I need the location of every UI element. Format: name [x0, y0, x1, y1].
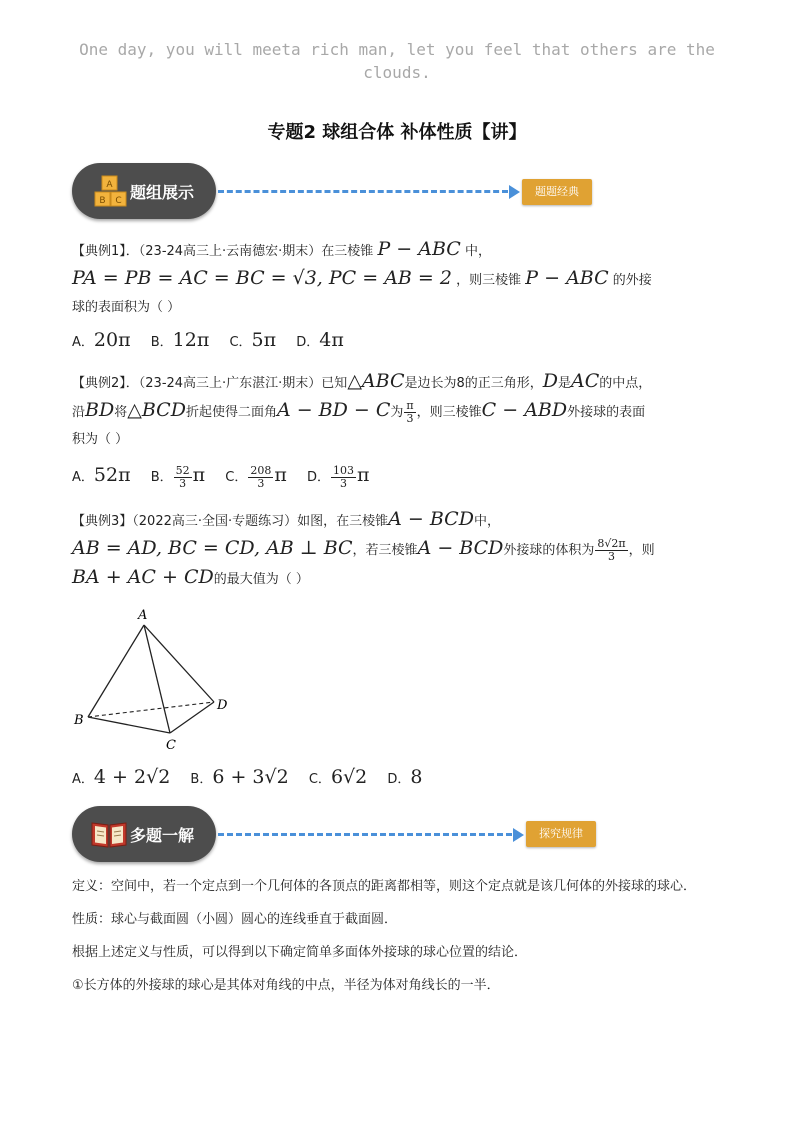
section-banner-methods — [72, 806, 598, 862]
fraction-numerator: 52 — [175, 464, 190, 477]
math-expr: D — [542, 370, 559, 392]
text-run: 的外接 — [612, 273, 652, 288]
option-a — [72, 766, 171, 788]
option-b — [190, 766, 289, 788]
option-suffix: π — [357, 464, 370, 486]
option-value: 20π — [93, 329, 131, 351]
math-expr: C − ABD — [481, 399, 568, 421]
option-label: D． — [307, 470, 331, 485]
arrow-head-icon — [513, 828, 524, 842]
example-1-options — [72, 327, 724, 356]
text-run: 外接球的表面 — [567, 405, 646, 420]
example-2-head: 【典例2】．（23-24高三上·广东湛江·期末）已知 — [72, 376, 348, 391]
example-2-options — [72, 462, 724, 491]
math-expr: AB = AD, BC = CD, AB ⊥ BC — [72, 537, 353, 559]
text-run: 折起使得二面角 — [185, 405, 277, 420]
option-value: 52π — [93, 464, 131, 486]
option-d — [296, 329, 344, 351]
fraction — [248, 465, 273, 490]
example-3-line-2 — [72, 535, 724, 564]
option-value: 4 + 2√2 — [93, 766, 171, 788]
option-c — [229, 329, 277, 351]
text-run: 是边长为8的正三角形， — [404, 376, 543, 391]
example-3-line-1 — [72, 506, 724, 535]
option-label: A． — [72, 470, 94, 485]
math-expr: P − ABC — [377, 238, 461, 260]
text-run: 是 — [558, 376, 572, 391]
example-1-line-1 — [72, 236, 724, 265]
math-expr: PA = PB = AC = BC = √3, PC = AB = 2 — [72, 267, 452, 289]
option-value: 5π — [251, 329, 277, 351]
option-value: 4π — [319, 329, 344, 351]
text-run: 的最大值为（ ） — [213, 572, 309, 587]
math-expr: △ABC — [347, 370, 405, 392]
math-expr: △BCD — [127, 399, 186, 421]
option-value: 8 — [410, 766, 423, 788]
math-expr: A − BD − C — [276, 399, 391, 421]
example-3 — [72, 506, 724, 593]
option-label: C． — [308, 772, 331, 787]
example-1-line-3: 球的表面积为（ ） — [72, 300, 181, 315]
fraction-denominator: 3 — [340, 477, 348, 490]
fraction-denominator: 3 — [406, 412, 414, 425]
svg-text:C: C — [115, 196, 122, 206]
math-expr: AC — [571, 370, 600, 392]
option-b — [150, 464, 206, 490]
math-expr: A − BCD — [417, 537, 504, 559]
example-2-line-2 — [72, 397, 724, 426]
paragraph-rule-1: ①长方体的外接球的球心是其体对角线的中点，半径为体对角线长的一半． — [72, 978, 500, 993]
vertex-label-a: A — [138, 608, 148, 623]
option-label: A． — [72, 335, 94, 350]
banner-pill — [72, 806, 216, 862]
math-expr: BA + AC + CD — [72, 566, 214, 588]
text-run: ，则 — [628, 543, 655, 558]
banner-tag: 探究规律 — [526, 821, 596, 847]
banner-pill — [72, 163, 216, 219]
open-book-icon — [90, 819, 128, 849]
text-run: ，则三棱锥 — [456, 273, 522, 288]
example-1-head: 【典例1】．（23-24高三上·云南德宏·期末）在三棱锥 — [72, 244, 374, 259]
math-expr: BD — [85, 399, 115, 421]
example-2 — [72, 368, 724, 453]
option-d — [307, 464, 370, 490]
text-run: 为 — [390, 405, 404, 420]
text-run: ，若三棱锥 — [352, 543, 418, 558]
banner-label: 题组展示 — [130, 183, 195, 202]
example-3-line-3 — [72, 564, 724, 593]
option-label: D． — [387, 772, 411, 787]
fraction-numerator: 208 — [250, 464, 272, 477]
option-value: 12π — [172, 329, 210, 351]
fraction-denominator: 3 — [257, 477, 265, 490]
fraction — [331, 465, 356, 490]
option-label: B． — [150, 470, 173, 485]
fraction-numerator: 103 — [333, 464, 355, 477]
vertex-label-c: C — [166, 738, 176, 753]
option-c — [225, 464, 287, 490]
dashed-arrow-line — [218, 833, 512, 836]
option-label: C． — [225, 470, 248, 485]
text-run: 将 — [114, 405, 128, 420]
fraction-numerator: π — [406, 399, 414, 412]
option-label: D． — [296, 335, 320, 350]
svg-text:A: A — [106, 180, 113, 190]
option-suffix: π — [274, 464, 287, 486]
option-label: C． — [229, 335, 252, 350]
option-value: 6 + 3√2 — [212, 766, 289, 788]
example-3-options — [72, 764, 724, 793]
option-label: B． — [190, 772, 213, 787]
option-a — [72, 464, 131, 486]
text-run: ，则三棱锥 — [416, 405, 482, 420]
page-title: 专题2 球组合体 补体性质【讲】 — [267, 122, 527, 143]
abc-blocks-icon — [92, 174, 128, 210]
math-expr: P − ABC — [525, 267, 609, 289]
tetrahedron-figure — [70, 605, 240, 755]
option-value: 6√2 — [330, 766, 368, 788]
vertex-label-d: D — [217, 698, 228, 713]
example-2-line-1 — [72, 368, 724, 397]
fraction-denominator: 3 — [179, 477, 187, 490]
example-1-line-2 — [72, 265, 724, 294]
option-d — [387, 766, 423, 788]
option-a — [72, 329, 131, 351]
fraction — [595, 538, 627, 563]
text-run: 中， — [464, 244, 491, 259]
header-motto: One day, you will meeta rich man, let you feel that others are the clouds. — [79, 40, 715, 82]
example-3-head: 【典例3】（2022高三·全国·专题练习）如图，在三棱锥 — [72, 514, 389, 529]
math-expr: A − BCD — [388, 508, 474, 530]
dashed-arrow-line — [218, 190, 508, 193]
paragraph-definition: 定义：空间中，若一个定点到一个几何体的各顶点的距离都相等，则这个定点就是该几何体的外接球的球心． — [72, 879, 697, 894]
option-suffix: π — [192, 464, 206, 486]
example-1 — [72, 236, 724, 321]
option-label: B． — [150, 335, 173, 350]
svg-text:B: B — [99, 196, 106, 206]
fraction-numerator: 8√2π — [597, 537, 626, 550]
example-2-line-3: 积为（ ） — [72, 432, 129, 447]
fraction-denominator: 3 — [608, 550, 616, 563]
banner-label: 多题一解 — [130, 826, 195, 845]
text-run: 外接球的体积为 — [503, 543, 595, 558]
banner-tag: 题题经典 — [522, 179, 592, 205]
text-run: 沿 — [72, 405, 86, 420]
option-label: A． — [72, 772, 94, 787]
definition-paragraphs — [72, 873, 724, 999]
text-run: 中， — [473, 514, 500, 529]
text-run: 的中点， — [599, 376, 652, 391]
fraction — [404, 400, 415, 425]
paragraph-conclusion-intro: 根据上述定义与性质，可以得到以下确定简单多面体外接球的球心位置的结论． — [72, 945, 528, 960]
arrow-head-icon — [509, 185, 520, 199]
vertex-label-b: B — [74, 713, 84, 728]
fraction — [174, 465, 192, 490]
section-banner-examples — [72, 163, 594, 219]
option-b — [150, 329, 210, 351]
option-c — [308, 766, 368, 788]
paragraph-property: 性质：球心与截面圆（小圆）圆心的连线垂直于截面圆． — [72, 912, 398, 927]
